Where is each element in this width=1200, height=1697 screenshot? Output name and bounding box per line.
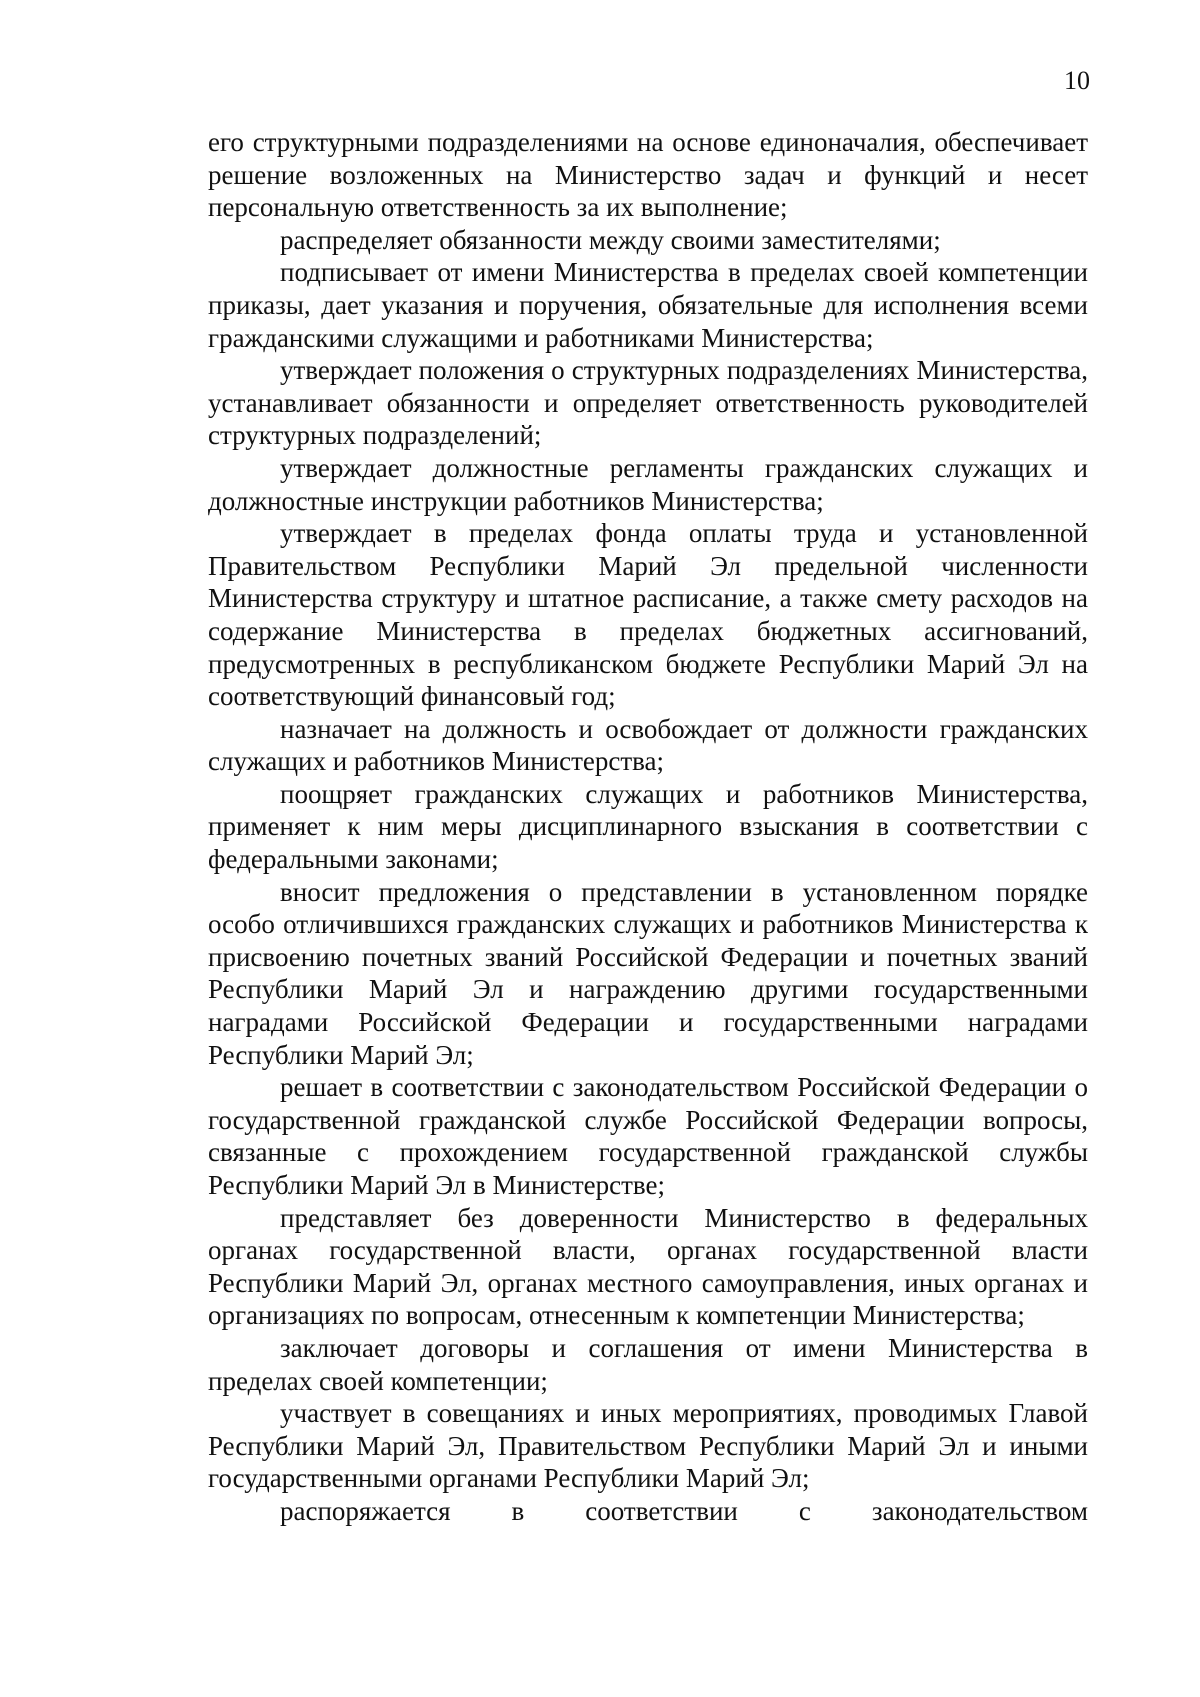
page-number: 10	[1064, 66, 1090, 95]
paragraph: участвует в совещаниях и иных мероприятиях, проводимых Главой Республики Марий Эл, Правительством Республики Марий Эл и иными государственными органами Республики Марий Эл;	[208, 1398, 1088, 1494]
paragraph: подписывает от имени Министерства в пределах своей компетенции приказы, дает указания и поручения, обязательные для исполнения всеми гражданскими служащими и работниками Министерства;	[208, 257, 1088, 353]
document-body	[208, 126, 1088, 1528]
paragraph: распределяет обязанности между своими заместителями;	[280, 224, 941, 255]
paragraph: заключает договоры и соглашения от имени Министерства в пределах своей компетенции;	[208, 1332, 1088, 1396]
paragraph: назначает на должность и освобождает от должности гражданских служащих и работников Министерства;	[208, 713, 1088, 777]
paragraph: распоряжается в соответствии с законодательством	[280, 1495, 1088, 1526]
paragraph: представляет без доверенности Министерство в федеральных органах государственной власти, органах государственной власти Республики Марий Эл, органах местного самоуправления, иных органах и организациях по вопросам, отнесенным к компетенции Министерства;	[208, 1202, 1088, 1331]
paragraph: поощряет гражданских служащих и работников Министерства, применяет к ним меры дисциплинарного взыскания в соответствии с федеральными законами;	[208, 778, 1088, 875]
paragraph: решает в соответствии с законодательством Российской Федерации о государственной гражданской службе Российской Федерации вопросы, связанные с прохождением государственной гражданской службы Республики Марий Эл в Министерстве;	[208, 1072, 1088, 1200]
paragraph: утверждает положения о структурных подразделениях Министерства, устанавливает обязанности и определяет ответственность руководителей структурных подразделений;	[208, 355, 1088, 451]
paragraph: вносит предложения о представлении в установленном порядке особо отличившихся гражданских служащих и работников Министерства к присвоению почетных званий Российской Федерации и почетных званий Республики Марий Эл и награждению другими государственными наградами Российской Федерации и государственными наградами Республики Марий Эл;	[208, 876, 1088, 1070]
paragraph: его структурными подразделениями на основе единоначалия, обеспечивает решение возложенных на Министерство задач и функций и несет персональную ответственность за их выполнение;	[208, 127, 1088, 223]
paragraph: утверждает в пределах фонда оплаты труда и установленной Правительством Республики Марий Эл предельной численности Министерства структуру и штатное расписание, а также смету расходов на содержание Министерства в пределах бюджетных ассигнований, предусмотренных в республиканском бюджете Республики Марий Эл на соответствующий финансовый год;	[208, 518, 1088, 712]
paragraph: утверждает должностные регламенты гражданских служащих и должностные инструкции работников Министерства;	[208, 452, 1088, 516]
